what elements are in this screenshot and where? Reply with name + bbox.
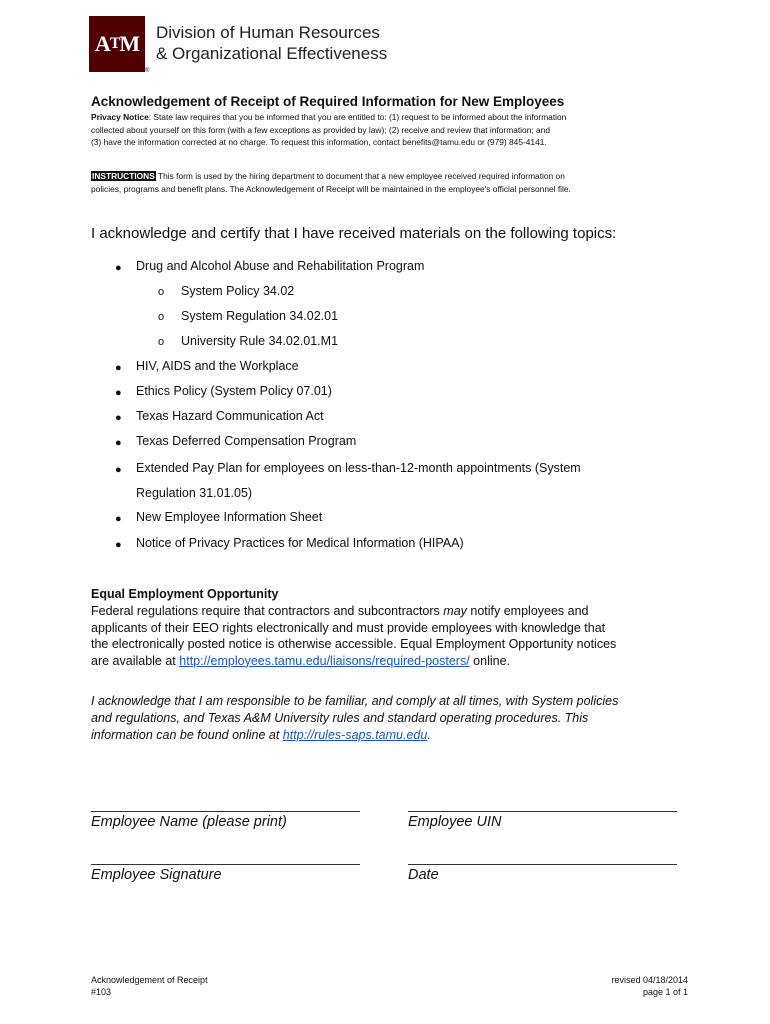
bullet-icon: ●	[115, 464, 122, 476]
footer-right	[611, 974, 688, 998]
date-line[interactable]	[408, 864, 677, 865]
bullet-icon: ●	[115, 513, 122, 525]
employee-name-line[interactable]	[91, 811, 360, 812]
policy-text: I acknowledge that I am responsible to be familiar, and comply at all times, with System policies and regulations, and Texas A&M University rules and standard operating procedures. This information can be found online at	[91, 694, 619, 742]
instructions-text: This form is used by the hiring department to document that a new employee received required information on policies, programs and benefit plans. The Acknowledgement of Receipt will be maintained in the employee's official personnel file.	[91, 171, 571, 194]
eeo-emphasis: may	[443, 604, 467, 618]
topic-item: Drug and Alcohol Abuse and Rehabilitation Program	[136, 259, 425, 273]
bullet-icon: ●	[115, 262, 122, 274]
bullet-icon: ●	[115, 539, 122, 551]
employee-signature-line[interactable]	[91, 864, 360, 865]
org-name-line1: Division of Human Resources	[156, 23, 380, 42]
topic-item: Texas Deferred Compensation Program	[136, 434, 357, 448]
instructions-label: INSTRUCTIONS	[92, 171, 155, 181]
topic-item: Extended Pay Plan for employees on less-than-12-month appointments (System	[136, 461, 581, 475]
eeo-title: Equal Employment Opportunity	[91, 587, 279, 601]
topic-subitem: System Regulation 34.02.01	[181, 309, 339, 323]
privacy-label: Privacy Notice	[91, 112, 149, 122]
employee-uin-line[interactable]	[408, 811, 677, 812]
topic-item: HIV, AIDS and the Workplace	[136, 359, 299, 373]
instructions	[91, 170, 691, 195]
topic-item: Texas Hazard Communication Act	[136, 409, 324, 423]
eeo-text: notify employees and applicants of their EEO rights electronically and must provide employees with knowledge that the electronically posted notice is otherwise accessible. Equal Employment Opportunity notices are available at	[91, 604, 617, 668]
footer-form-number: #103	[91, 987, 112, 997]
topic-item-continued: Regulation 31.01.05)	[136, 486, 253, 500]
bullet-icon: ●	[115, 437, 122, 449]
topic-item: Ethics Policy (System Policy 07.01)	[136, 384, 332, 398]
date-label: Date	[408, 867, 439, 883]
bullet-icon: ●	[115, 362, 122, 374]
sub-bullet-icon: o	[158, 336, 165, 348]
eeo-text: online.	[469, 653, 511, 668]
policy-text-end: .	[427, 728, 431, 742]
bullet-icon: ●	[115, 412, 122, 424]
footer-form-name: Acknowledgement of Receipt	[91, 975, 208, 985]
topic-subitem: System Policy 34.02	[181, 284, 295, 298]
document-title: Acknowledgement of Receipt of Required Information for New Employees	[91, 94, 565, 109]
employee-name-label: Employee Name (please print)	[91, 814, 287, 830]
eeo-body	[91, 603, 691, 669]
employee-uin-label: Employee UIN	[408, 814, 502, 830]
topic-item: New Employee Information Sheet	[136, 510, 323, 524]
footer-left	[91, 974, 208, 998]
footer-revised: revised 04/18/2014	[611, 975, 688, 985]
privacy-text: : State law requires that you be informed that you are entitled to: (1) request to be informed about the information collected about yourself on this form (with a few exceptions as provided by law); (2) receive and review that information; and (3) have the information corrected at no charge. To request this information, contact benefits@tamu.edu or (979) 845-4141.	[91, 112, 567, 147]
policy-acknowledgement	[91, 693, 691, 744]
rules-link[interactable]: http://rules-saps.tamu.edu	[282, 728, 428, 742]
acknowledgement-heading: I acknowledge and certify that I have received materials on the following topics:	[91, 225, 617, 242]
bullet-icon: ●	[115, 387, 122, 399]
sub-bullet-icon: o	[158, 311, 165, 323]
sub-bullet-icon: o	[158, 286, 165, 298]
eeo-text: Federal regulations require that contractors and subcontractors	[91, 604, 444, 618]
privacy-notice	[91, 111, 691, 149]
footer-page-number: page 1 of 1	[642, 987, 688, 997]
org-name-line2: & Organizational Effectiveness	[156, 44, 388, 63]
tamu-logo: A T M	[89, 16, 145, 72]
registered-mark: ®	[145, 68, 150, 74]
employee-signature-label: Employee Signature	[91, 867, 222, 883]
posters-link[interactable]: http://employees.tamu.edu/liaisons/required-posters/	[179, 653, 470, 668]
topic-item: Notice of Privacy Practices for Medical Information (HIPAA)	[136, 536, 464, 550]
topic-subitem: University Rule 34.02.01.M1	[181, 334, 339, 348]
org-name	[156, 22, 387, 64]
